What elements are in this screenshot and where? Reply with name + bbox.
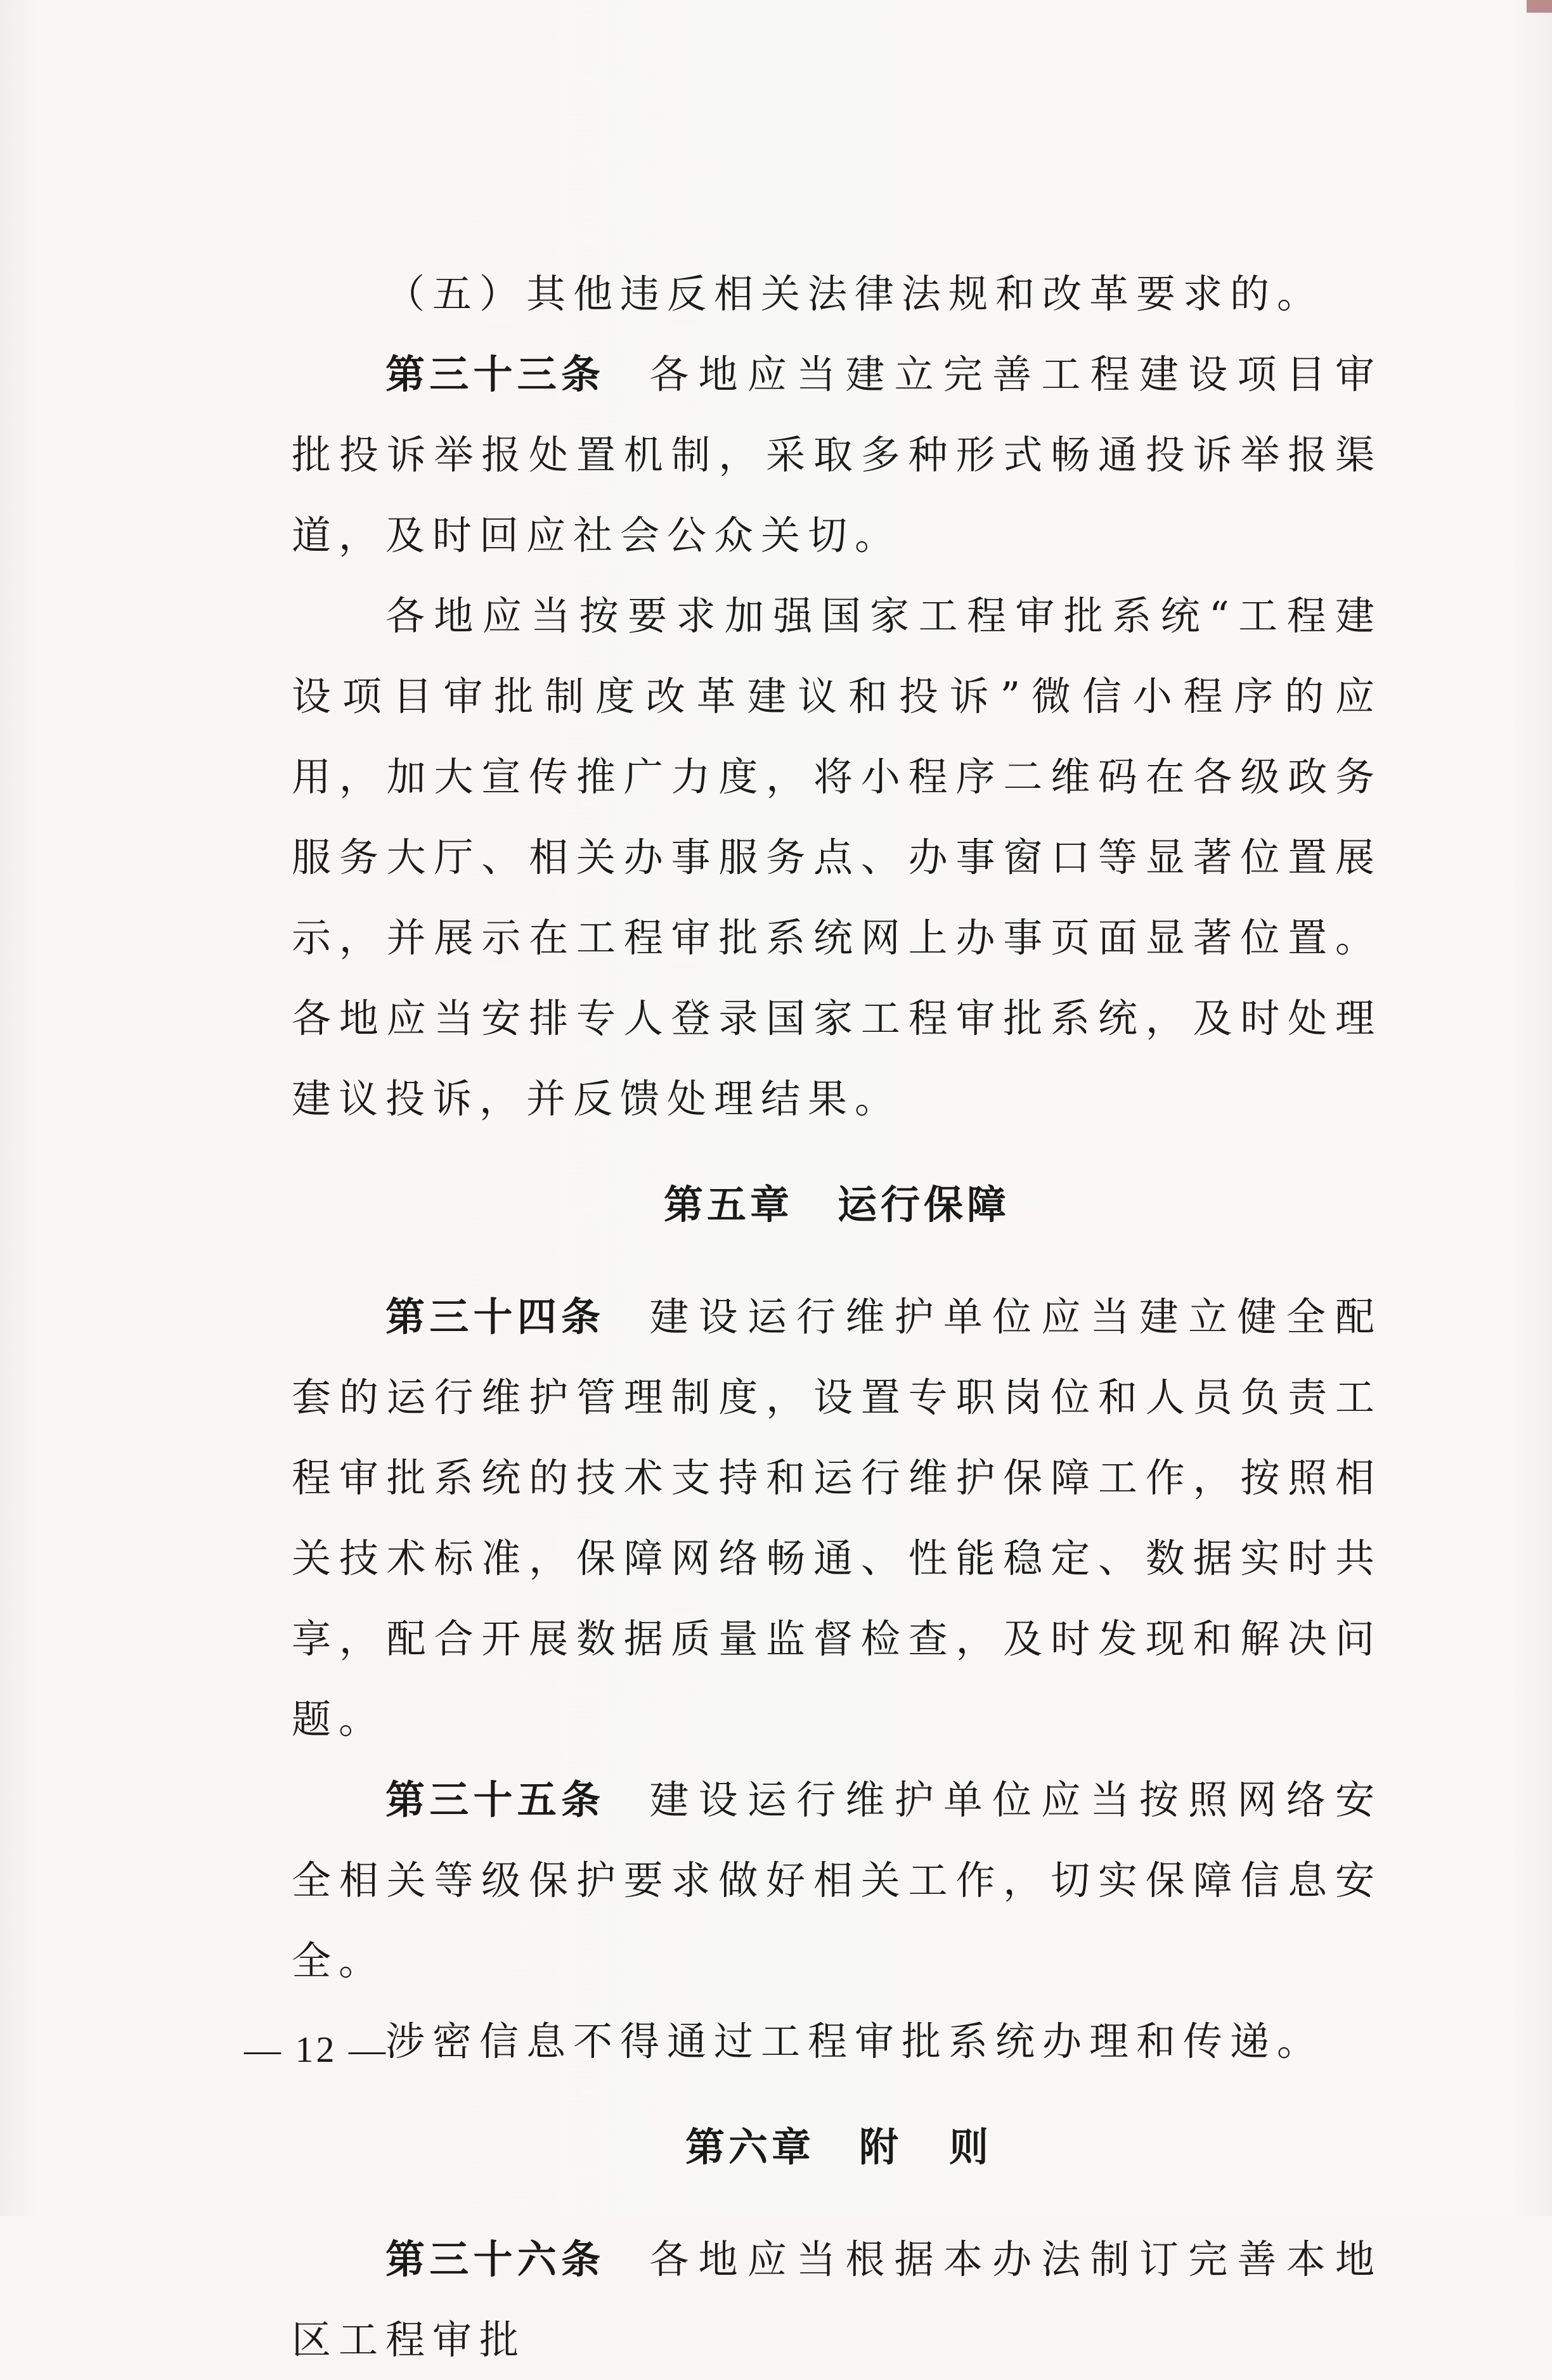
paragraph-text: 涉密信息不得通过工程审批系统办理和传递。 (385, 2018, 1324, 2064)
chapter-6-heading (292, 2107, 1382, 2187)
article-text: 建设运行维护单位应当建立健全配套的运行维护管理制度，设置专职岗位和人员负责工程审批系统的技术支持和运行维护保障工作，按照相关技术标准，保障网络畅通、性能稳定、数据实时共享，配合开展数据质量监督检查，及时发现和解决问题。 (292, 1294, 1382, 1742)
article-heading: 第三十六条 (385, 2236, 605, 2282)
article-text: 建设运行维护单位应当按照网络安全相关等级保护要求做好相关工作，切实保障信息安全。 (292, 1777, 1382, 1984)
article-heading: 第三十三条 (385, 351, 605, 397)
article-35 (292, 1759, 1382, 2001)
article-34 (292, 1277, 1382, 1759)
chapter-title: 附则 (859, 2124, 1040, 2170)
article-36 (292, 2219, 1382, 2380)
document-body (292, 254, 1382, 2380)
page-edge-mark (1527, 0, 1552, 13)
chapter-number: 第六章 (685, 2124, 815, 2170)
article-text: 各地应当根据本办法制订完善本地区工程审批 (292, 2236, 1382, 2363)
article-33 (292, 334, 1382, 576)
paragraph-text: （五）其他违反相关法律法规和改革要求的。 (385, 271, 1324, 317)
chapter-5-heading (292, 1164, 1382, 1245)
chapter-title: 运行保障 (837, 1181, 1011, 1228)
article-35-paragraph-2 (292, 2001, 1382, 2081)
article-33-paragraph-2 (292, 576, 1382, 1139)
chapter-number: 第五章 (663, 1181, 793, 1228)
article-text: 各地应当建立完善工程建设项目审批投诉举报处置机制，采取多种形式畅通投诉举报渠道，及时回应社会公众关切。 (292, 351, 1382, 558)
article-heading: 第三十五条 (385, 1777, 605, 1823)
page-number: — 12 — (244, 2029, 388, 2070)
paragraph-item-5 (292, 254, 1382, 334)
article-heading: 第三十四条 (385, 1294, 605, 1340)
paragraph-text: 各地应当按要求加强国家工程审批系统“工程建设项目审批制度改革建议和投诉”微信小程序的应用，加大宣传推广力度，将小程序二维码在各级政务服务大厅、相关办事服务点、办事窗口等显著位置展示，并展示在工程审批系统网上办事页面显著位置。各地应当安排专人登录国家工程审批系统，及时处理建议投诉，并反馈处理结果。 (292, 593, 1382, 1122)
